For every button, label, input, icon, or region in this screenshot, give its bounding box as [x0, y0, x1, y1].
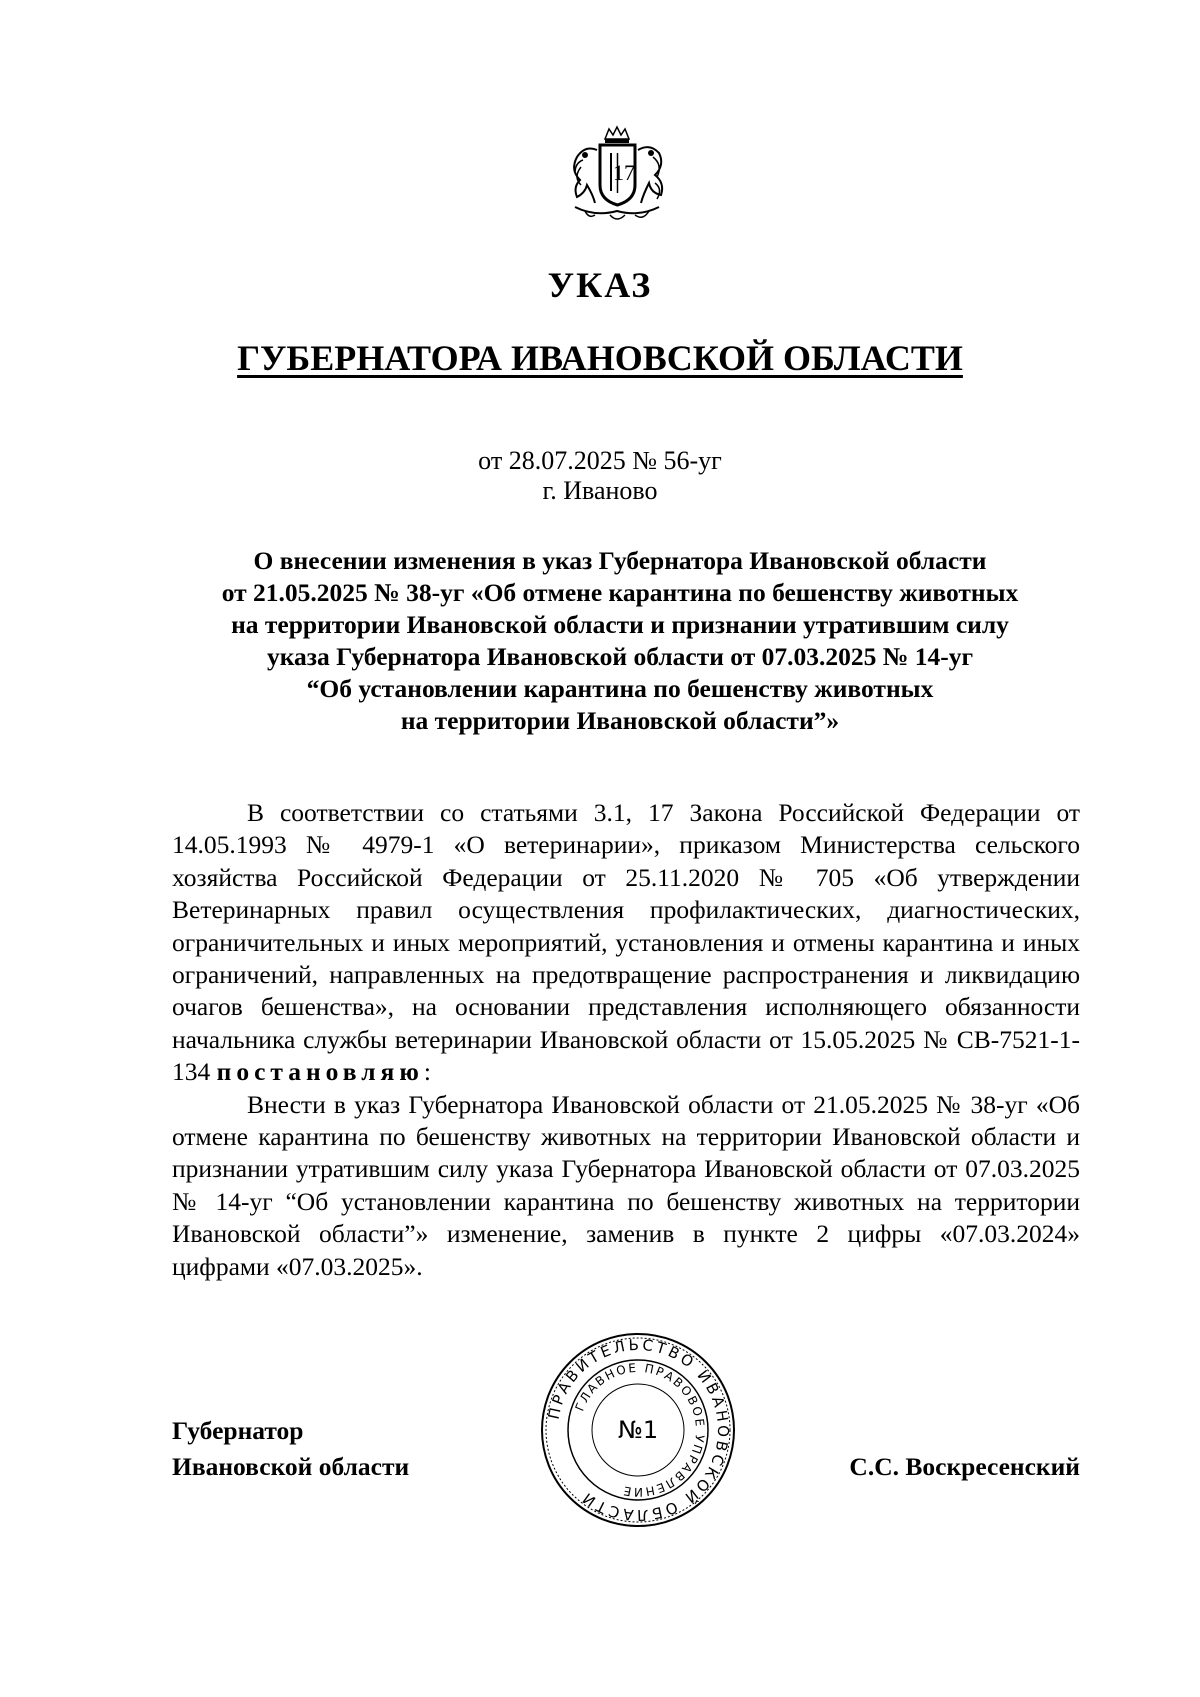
- preamble-text: В соответствии со статьями 3.1, 17 Закона Российской Федерации от 14.05.1993 № 4979-1 «О ветеринарии», приказом Министерства сельского хозяйства Российской Федерации от 25.11.2020 № 705 «Об утверждении Ветеринарных правил осуществления профилактических, диагностических, ограничительных и иных мероприятий, установления и отмены карантина и иных ограничений, направленных на предотвращение распространения и ликвидацию очагов бешенства», на основании представления исполняющего обязанности начальника службы ветеринарии Ивановской области от 15.05.2025 № СВ-7521-1-134: [172, 798, 1080, 1087]
- subject-line: на территории Ивановской области и признании утратившим силу: [231, 610, 1009, 639]
- subject-line: на территории Ивановской области”»: [400, 706, 840, 735]
- issuing-authority: [0, 336, 1200, 380]
- position-line: Губернатор: [172, 1416, 304, 1445]
- document-city: г. Иваново: [542, 476, 658, 505]
- seal-outer-ring-text: ПРАВИТЕЛЬСТВО ИВАНОВСКОЙ ОБЛАСТИ: [544, 1335, 733, 1525]
- subject-line: указа Губернатора Ивановской области от 07.03.2025 № 14-уг: [266, 642, 974, 671]
- document-subject: [160, 545, 1080, 737]
- document-body: [172, 797, 1080, 1283]
- document-type-title: УКАЗ: [547, 265, 653, 305]
- signatory-position: [172, 1413, 409, 1485]
- resolve-word: постановляю: [216, 1057, 424, 1087]
- preamble-paragraph: [172, 797, 1080, 1089]
- issuing-authority-text: ГУБЕРНАТОРА ИВАНОВСКОЙ ОБЛАСТИ: [237, 338, 963, 378]
- resolve-suffix: :: [423, 1057, 431, 1087]
- date-and-place: [0, 446, 1200, 506]
- position-line: Ивановской области: [172, 1452, 410, 1481]
- emblem-digits: 17: [613, 160, 635, 185]
- document-date-number: от 28.07.2025 № 56-уг: [478, 446, 722, 475]
- subject-line: “Об установлении карантина по бешенству животных: [306, 674, 934, 703]
- subject-line: от 21.05.2025 № 38-уг «Об отмене карантина по бешенству животных: [221, 578, 1019, 607]
- signatory-name: С.С. Воскресенский: [849, 1452, 1080, 1481]
- seal-number: №1: [617, 1416, 659, 1444]
- official-seal-icon: [538, 1330, 738, 1530]
- subject-line: О внесении изменения в указ Губернатора Ивановской области: [253, 546, 987, 575]
- coat-of-arms-icon: [555, 125, 680, 225]
- seal-inner-ring-text: ГЛАВНОЕ ПРАВОВОЕ УПРАВЛЕНИЕ: [572, 1360, 708, 1500]
- decree-paragraph: Внести в указ Губернатора Ивановской области от 21.05.2025 № 38-уг «Об отмене карантина по бешенству животных на территории Ивановской области и признании утратившим силу указа Губернатора Ивановской области от 07.03.2025 № 14-уг “Об установлении карантина по бешенству животных на территории Ивановской области”» изменение, заменив в пункте 2 цифры «07.03.2024» цифрами «07.03.2025».: [172, 1089, 1080, 1281]
